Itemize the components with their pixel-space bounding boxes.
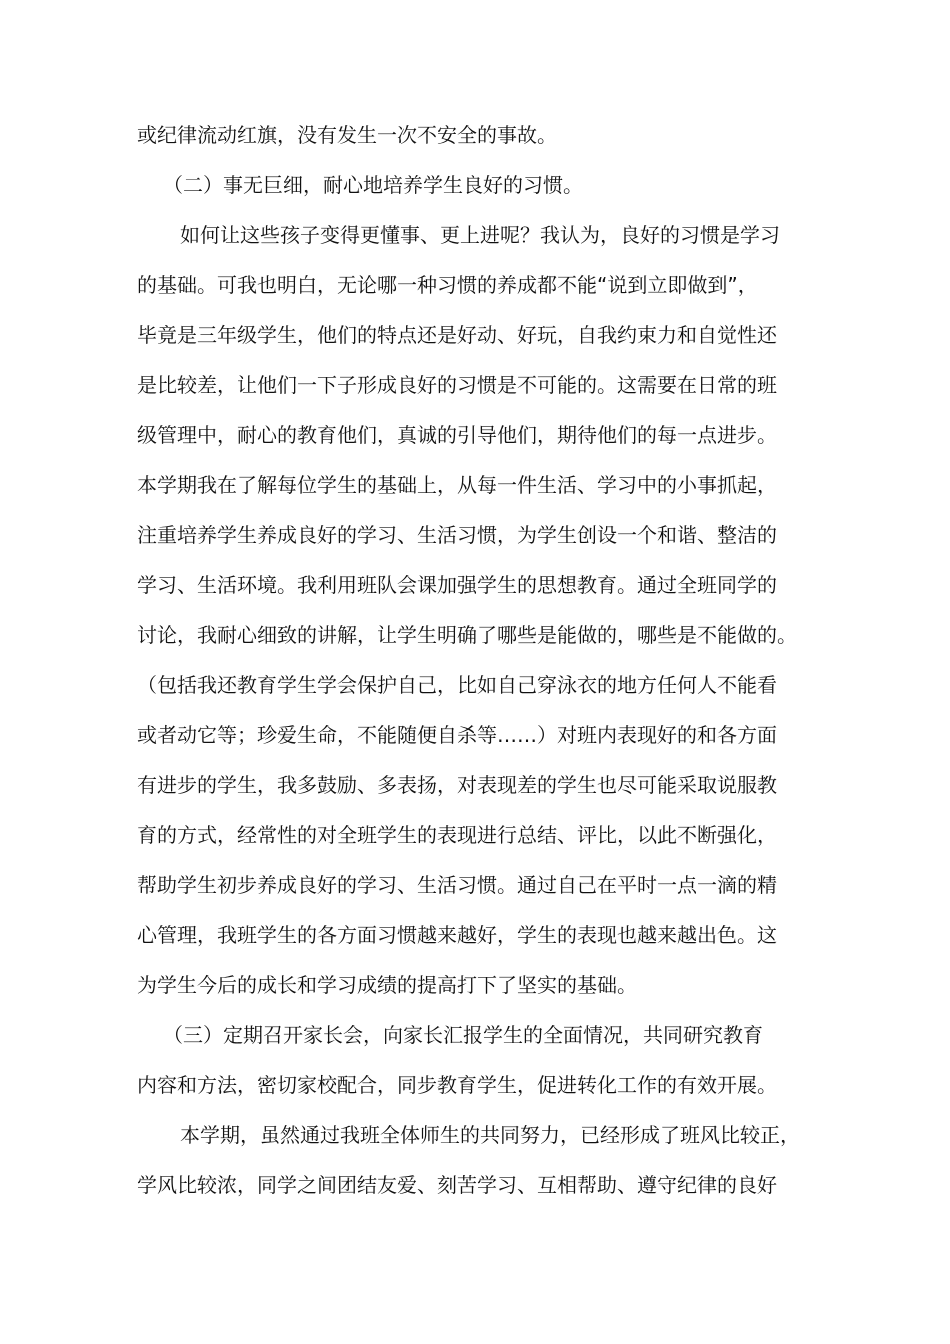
section-heading: （二）事无巨细，耐心地培养学生良好的习惯。 <box>163 173 583 197</box>
text-line: 内容和方法，密切家校配合，同步教育学生，促进转化工作的有效开展。 <box>137 1073 777 1097</box>
text-line: 或者动它等；珍爱生命，不能随便自杀等……）对班内表现好的和各方面 <box>137 723 777 747</box>
text-line: 的基础。可我也明白，无论哪一种习惯的养成都不能“说到立即做到”， <box>137 273 758 297</box>
text-line: 或纪律流动红旗，没有发生一次不安全的事故。 <box>137 123 557 147</box>
text-line: 如何让这些孩子变得更懂事、更上进呢？我认为，良好的习惯是学习 <box>180 223 780 247</box>
text-line: 毕竟是三年级学生，他们的特点还是好动、好玩，自我约束力和自觉性还 <box>137 323 777 347</box>
text-line: 是比较差，让他们一下子形成良好的习惯是不可能的。这需要在日常的班 <box>137 373 777 397</box>
text-line: 讨论，我耐心细致的讲解，让学生明确了哪些是能做的，哪些是不能做的。 <box>137 623 797 647</box>
text-line: 学风比较浓，同学之间团结友爱、刻苦学习、互相帮助、遵守纪律的良好 <box>137 1173 777 1197</box>
text-line: 本学期我在了解每位学生的基础上，从每一件生活、学习中的小事抓起， <box>137 473 777 497</box>
text-line: 学习、生活环境。我利用班队会课加强学生的思想教育。通过全班同学的 <box>137 573 777 597</box>
text-line: （包括我还教育学生学会保护自己，比如自己穿泳衣的地方任何人不能看 <box>137 673 777 697</box>
text-line: 注重培养学生养成良好的学习、生活习惯，为学生创设一个和谐、整洁的 <box>137 523 777 547</box>
text-line: 为学生今后的成长和学习成绩的提高打下了坚实的基础。 <box>137 973 637 997</box>
text-line: 有进步的学生，我多鼓励、多表扬，对表现差的学生也尽可能采取说服教 <box>137 773 777 797</box>
text-line: 育的方式，经常性的对全班学生的表现进行总结、评比，以此不断强化， <box>137 823 777 847</box>
text-line: 级管理中，耐心的教育他们，真诚的引导他们，期待他们的每一点进步。 <box>137 423 777 447</box>
text-line: 帮助学生初步养成良好的学习、生活习惯。通过自己在平时一点一滴的精 <box>137 873 777 897</box>
text-line: 本学期，虽然通过我班全体师生的共同努力，已经形成了班风比较正， <box>180 1123 800 1147</box>
text-line: 心管理，我班学生的各方面习惯越来越好，学生的表现也越来越出色。这 <box>137 923 777 947</box>
section-heading: （三）定期召开家长会，向家长汇报学生的全面情况，共同研究教育 <box>163 1023 763 1047</box>
